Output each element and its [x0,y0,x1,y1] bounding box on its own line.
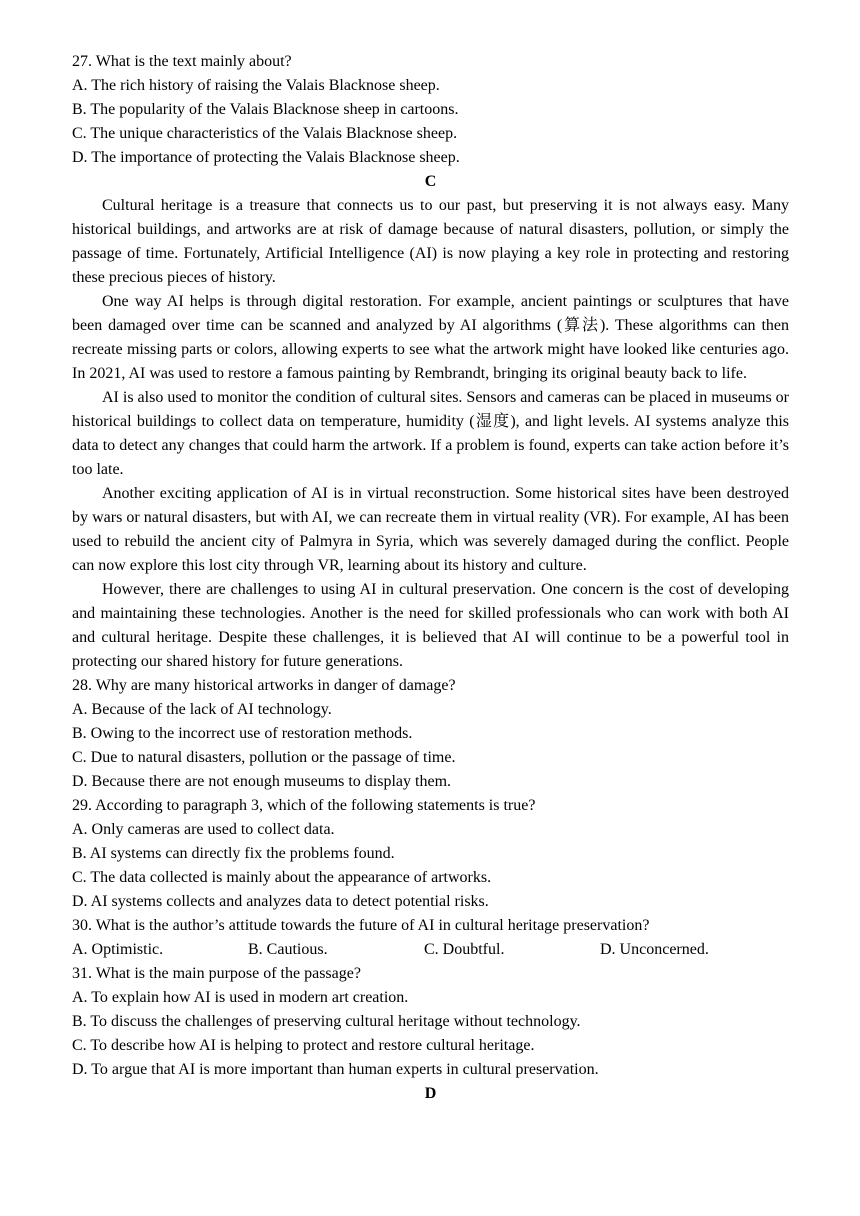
question-31 [72,962,789,1082]
question-28 [72,674,789,794]
option-d: D. Unconcerned. [600,941,709,958]
option-a: A. To explain how AI is used in modern art creation. [72,989,409,1006]
question-27 [72,50,789,170]
paragraph-5: However, there are challenges to using AI in cultural preservation. One concern is the cost of developing and maintaining these technologies. Another is the need for skilled professionals who can work with both AI and cultural heritage. Despite these challenges, it is believed that AI will continue to be a powerful tool in protecting our shared history for future generations. [72,581,789,670]
section-d-heading: D [424,1085,437,1102]
paragraph-3: AI is also used to monitor the condition of cultural sites. Sensors and cameras can be placed in museums or historical buildings to collect data on temperature, humidity (湿度), and light levels. AI systems analyze this data to detect any changes that could harm the artwork. If a problem is found, experts can take action before it’s too late. [72,389,789,478]
question-text: 30. What is the author’s attitude towards the future of AI in cultural heritage preservation? [72,917,650,934]
option-d: D. Because there are not enough museums to display them. [72,773,452,790]
options-row [72,938,789,962]
question-29 [72,794,789,914]
paragraph-4: Another exciting application of AI is in virtual reconstruction. Some historical sites have been destroyed by wars or natural disasters, but with AI, we can recreate them in virtual reality (VR). For example, AI has been used to rebuild the ancient city of Palmyra in Syria, which was severely damaged during the conflict. People can now explore this lost city through VR, learning about its history and culture. [72,485,789,574]
option-c: C. The data collected is mainly about the appearance of artworks. [72,869,492,886]
option-d: D. The importance of protecting the Valais Blacknose sheep. [72,149,460,166]
option-a: A. Because of the lack of AI technology. [72,701,332,718]
option-c: C. Due to natural disasters, pollution or the passage of time. [72,749,456,766]
option-b: B. Cautious. [248,941,328,958]
option-b: B. The popularity of the Valais Blacknose sheep in cartoons. [72,101,459,118]
option-c: C. Doubtful. [424,941,505,958]
option-c: C. The unique characteristics of the Valais Blacknose sheep. [72,125,458,142]
option-d: D. AI systems collects and analyzes data to detect potential risks. [72,893,489,910]
question-text: 28. Why are many historical artworks in danger of damage? [72,677,456,694]
question-text: 29. According to paragraph 3, which of the following statements is true? [72,797,536,814]
option-d: D. To argue that AI is more important than human experts in cultural preservation. [72,1061,599,1078]
question-30 [72,914,789,962]
option-a: A. The rich history of raising the Valais Blacknose sheep. [72,77,440,94]
option-b: B. AI systems can directly fix the problems found. [72,845,395,862]
passage-c [72,194,789,674]
question-text: 31. What is the main purpose of the passage? [72,965,361,982]
paragraph-2: One way AI helps is through digital restoration. For example, ancient paintings or sculptures that have been damaged over time can be scanned and analyzed by AI algorithms (算法). These algorithms can then recreate missing parts or colors, allowing experts to see what the artwork might have looked like centuries ago. In 2021, AI was used to restore a famous painting by Rembrandt, bringing its original beauty back to life. [72,293,789,382]
question-text: 27. What is the text mainly about? [72,53,292,70]
option-a: A. Only cameras are used to collect data. [72,821,335,838]
section-c-heading: C [424,173,437,190]
exam-page [72,50,789,1106]
option-b: B. Owing to the incorrect use of restoration methods. [72,725,413,742]
option-a: A. Optimistic. [72,941,164,958]
option-b: B. To discuss the challenges of preserving cultural heritage without technology. [72,1013,581,1030]
option-c: C. To describe how AI is helping to protect and restore cultural heritage. [72,1037,535,1054]
paragraph-1: Cultural heritage is a treasure that connects us to our past, but preserving it is not always easy. Many historical buildings, and artworks are at risk of damage because of natural disasters, pollution, or simply the passage of time. Fortunately, Artificial Intelligence (AI) is now playing a key role in protecting and restoring these precious pieces of history. [72,197,789,286]
